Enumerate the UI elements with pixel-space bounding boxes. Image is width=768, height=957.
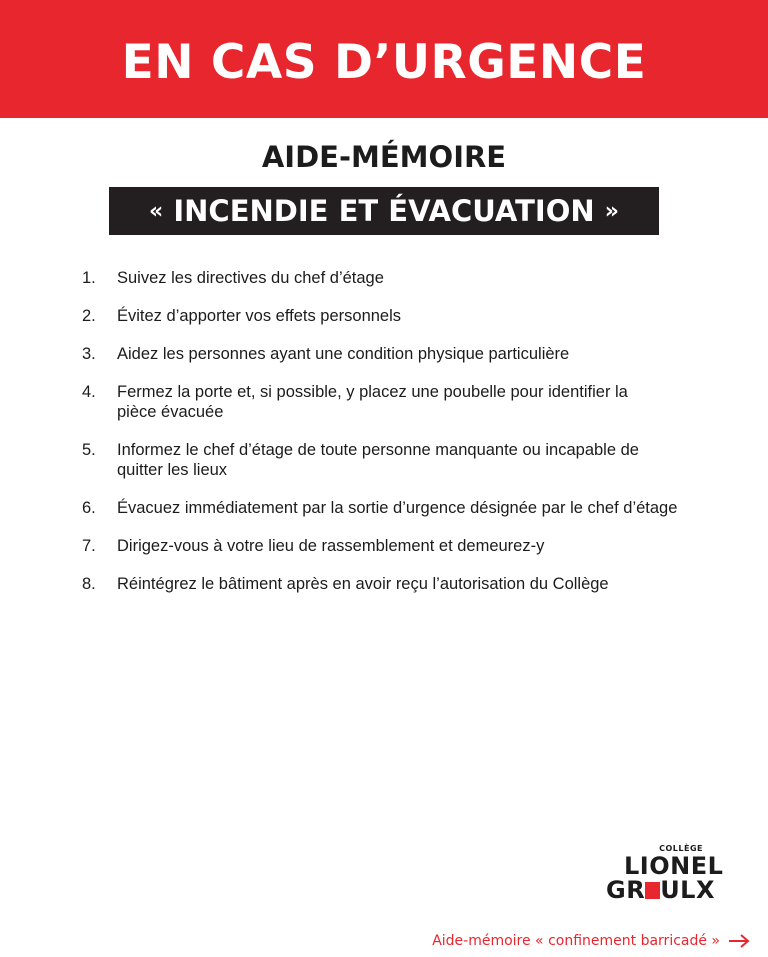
topic-title bbox=[149, 194, 619, 228]
step-text: Réintégrez le bâtiment après en avoir reçu l’autorisation du Collège bbox=[117, 575, 609, 593]
logo-line1: LIONEL bbox=[624, 852, 724, 880]
footer-link[interactable] bbox=[432, 933, 750, 949]
logo-line2-b: ULX bbox=[660, 876, 715, 904]
topic-box bbox=[109, 187, 659, 235]
step-number: 1. bbox=[82, 269, 96, 287]
list-item bbox=[82, 536, 732, 556]
step-text: Suivez les directives du chef d’étage bbox=[117, 269, 384, 287]
step-text: Évacuez immédiatement par la sortie d’urgence désignée par le chef d’étage bbox=[117, 499, 678, 517]
page-title: EN CAS D’URGENCE bbox=[121, 34, 647, 90]
logo-square-icon bbox=[645, 882, 660, 899]
list-item bbox=[82, 382, 732, 422]
step-number: 8. bbox=[82, 575, 96, 593]
list-item bbox=[82, 574, 732, 594]
topic-text: INCENDIE ET ÉVACUATION bbox=[173, 194, 595, 228]
steps-list bbox=[82, 268, 732, 612]
header-banner bbox=[0, 0, 768, 118]
step-number: 2. bbox=[82, 307, 96, 325]
logo-small-text: COLLÈGE bbox=[659, 844, 703, 853]
step-number: 3. bbox=[82, 345, 96, 363]
footer-link-text[interactable]: Aide-mémoire « confinement barricadé » bbox=[432, 933, 720, 949]
step-text: Informez le chef d’étage de toute personne manquante ou incapable de quitter les lieux bbox=[117, 441, 639, 479]
list-item bbox=[82, 306, 732, 326]
list-item bbox=[82, 440, 732, 480]
arrow-right-icon[interactable] bbox=[728, 934, 750, 948]
open-quote: « bbox=[149, 199, 164, 224]
logo-line2-a: GR bbox=[606, 876, 646, 904]
subtitle: AIDE-MÉMOIRE bbox=[261, 140, 507, 174]
list-item bbox=[82, 344, 732, 364]
list-item bbox=[82, 498, 732, 518]
list-item bbox=[82, 268, 732, 288]
step-number: 6. bbox=[82, 499, 96, 517]
step-number: 5. bbox=[82, 441, 96, 459]
step-number: 4. bbox=[82, 383, 96, 401]
logo-line2 bbox=[606, 878, 715, 902]
step-text: Évitez d’apporter vos effets personnels bbox=[117, 307, 402, 325]
college-logo bbox=[602, 844, 727, 904]
step-number: 7. bbox=[82, 537, 96, 555]
close-quote: » bbox=[604, 199, 619, 224]
step-text: Aidez les personnes ayant une condition physique particulière bbox=[117, 345, 570, 363]
step-text: Fermez la porte et, si possible, y placez une poubelle pour identifier la pièce évacuée bbox=[117, 383, 628, 421]
step-text: Dirigez-vous à votre lieu de rassemblement et demeurez-y bbox=[117, 537, 545, 555]
